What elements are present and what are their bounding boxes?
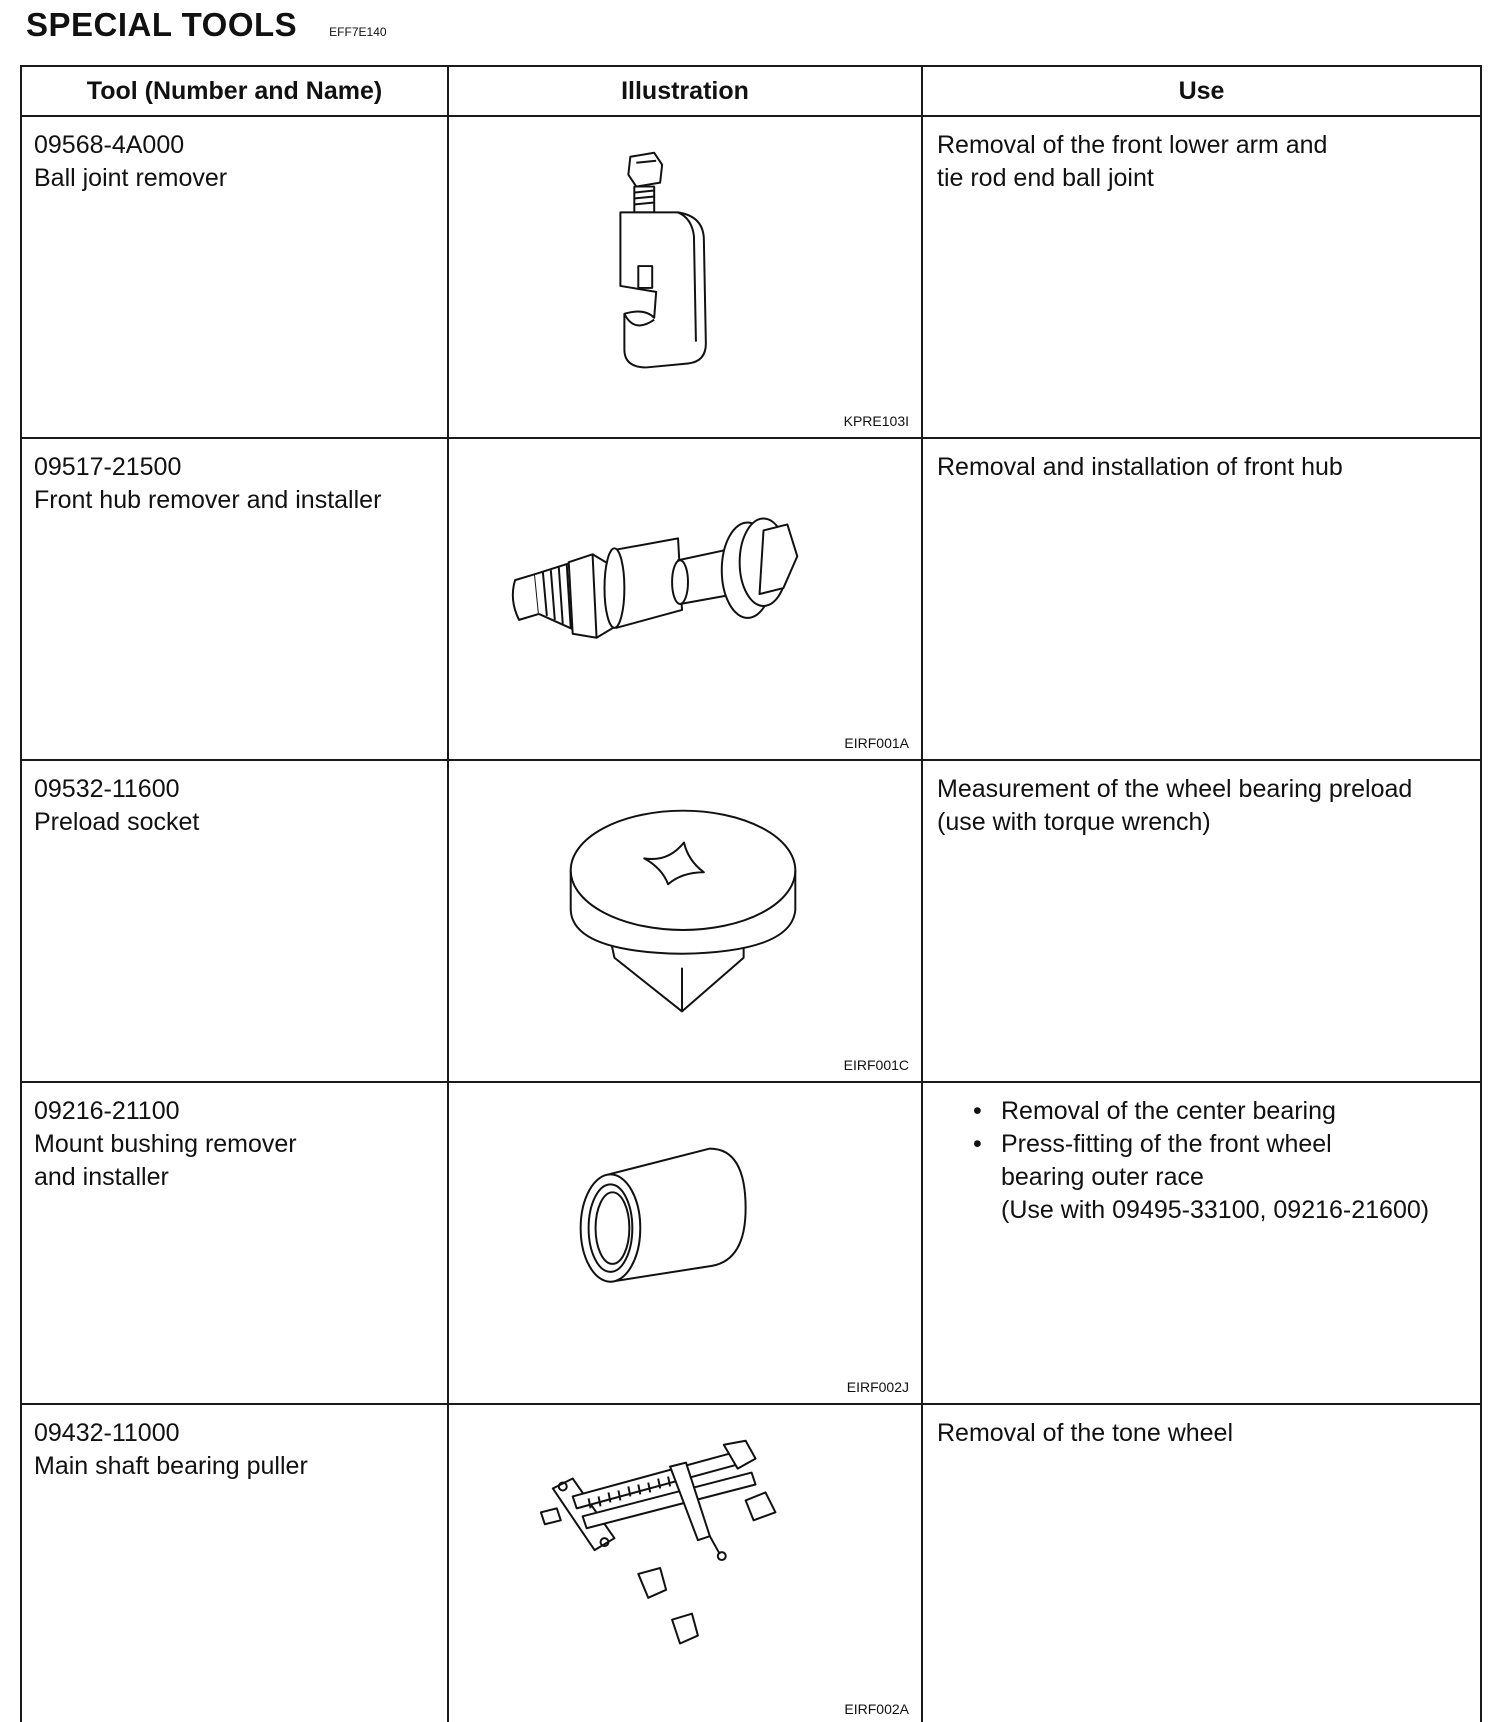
ball-joint-remover-illustration (449, 117, 921, 437)
special-tools-table (20, 65, 1482, 1722)
illustration-cell (448, 438, 922, 760)
figure-code: EIRF001C (843, 1057, 909, 1073)
tool-name: Ball joint remover (34, 164, 228, 192)
table-row (21, 760, 1481, 1082)
use-cell (922, 1404, 1481, 1722)
illustration-cell (448, 1082, 922, 1404)
tool-name: Front hub remover and installer (34, 486, 382, 514)
use-list-item (973, 1095, 1468, 1128)
tool-cell (21, 438, 448, 760)
tool-number: 09568-4A000 (34, 131, 185, 159)
use-list-item (973, 1128, 1468, 1194)
column-header-tool: Tool (Number and Name) (21, 66, 448, 116)
use-text: Removal of the front lower arm and tie rod end ball joint (937, 131, 1328, 192)
tool-cell (21, 1082, 448, 1404)
table-row (21, 116, 1481, 438)
tool-cell (21, 760, 448, 1082)
table-row (21, 438, 1481, 760)
use-cell (922, 438, 1481, 760)
figure-code: EIRF001A (844, 735, 909, 751)
illustration-cell (448, 760, 922, 1082)
mount-bushing-tool-illustration (449, 1083, 921, 1403)
use-text: Measurement of the wheel bearing preload (use with torque wrench) (937, 775, 1413, 836)
tool-number: 09532-11600 (34, 775, 180, 803)
use-cell (922, 760, 1481, 1082)
bearing-puller-illustration (449, 1405, 921, 1722)
use-item-text: • Removal of the center bearing (1001, 1097, 1336, 1125)
table-row (21, 1082, 1481, 1404)
use-cell (922, 1082, 1481, 1404)
illustration-cell (448, 1404, 922, 1722)
figure-code: KPRE103I (843, 413, 909, 429)
illustration-cell (448, 116, 922, 438)
use-list (937, 1095, 1468, 1194)
page-header (26, 6, 387, 46)
tool-number: 09216-21100 (34, 1097, 180, 1125)
tool-name: Mount bushing remover and installer (34, 1130, 297, 1191)
column-header-illustration: Illustration (448, 66, 922, 116)
page-title: SPECIAL TOOLS (26, 6, 298, 43)
use-text: Removal of the tone wheel (937, 1419, 1234, 1447)
tool-cell (21, 116, 448, 438)
tool-number: 09432-11000 (34, 1419, 180, 1447)
use-cell (922, 116, 1481, 438)
page-code: EFF7E140 (329, 25, 387, 39)
figure-code: EIRF002A (844, 1701, 909, 1717)
preload-socket-illustration (449, 761, 921, 1081)
front-hub-remover-illustration (449, 439, 921, 759)
table-row (21, 1404, 1481, 1722)
column-header-use: Use (922, 66, 1481, 116)
use-note: (Use with 09495-33100, 09216-21600) (1001, 1196, 1430, 1224)
use-item-text: • Press-fitting of the front wheel bearing outer race (1001, 1130, 1332, 1191)
tool-number: 09517-21500 (34, 453, 182, 481)
figure-code: EIRF002J (846, 1379, 909, 1395)
tool-name: Main shaft bearing puller (34, 1452, 308, 1480)
table-header-row (21, 66, 1481, 116)
tool-cell (21, 1404, 448, 1722)
use-text: Removal and installation of front hub (937, 453, 1343, 481)
tool-name: Preload socket (34, 808, 200, 836)
